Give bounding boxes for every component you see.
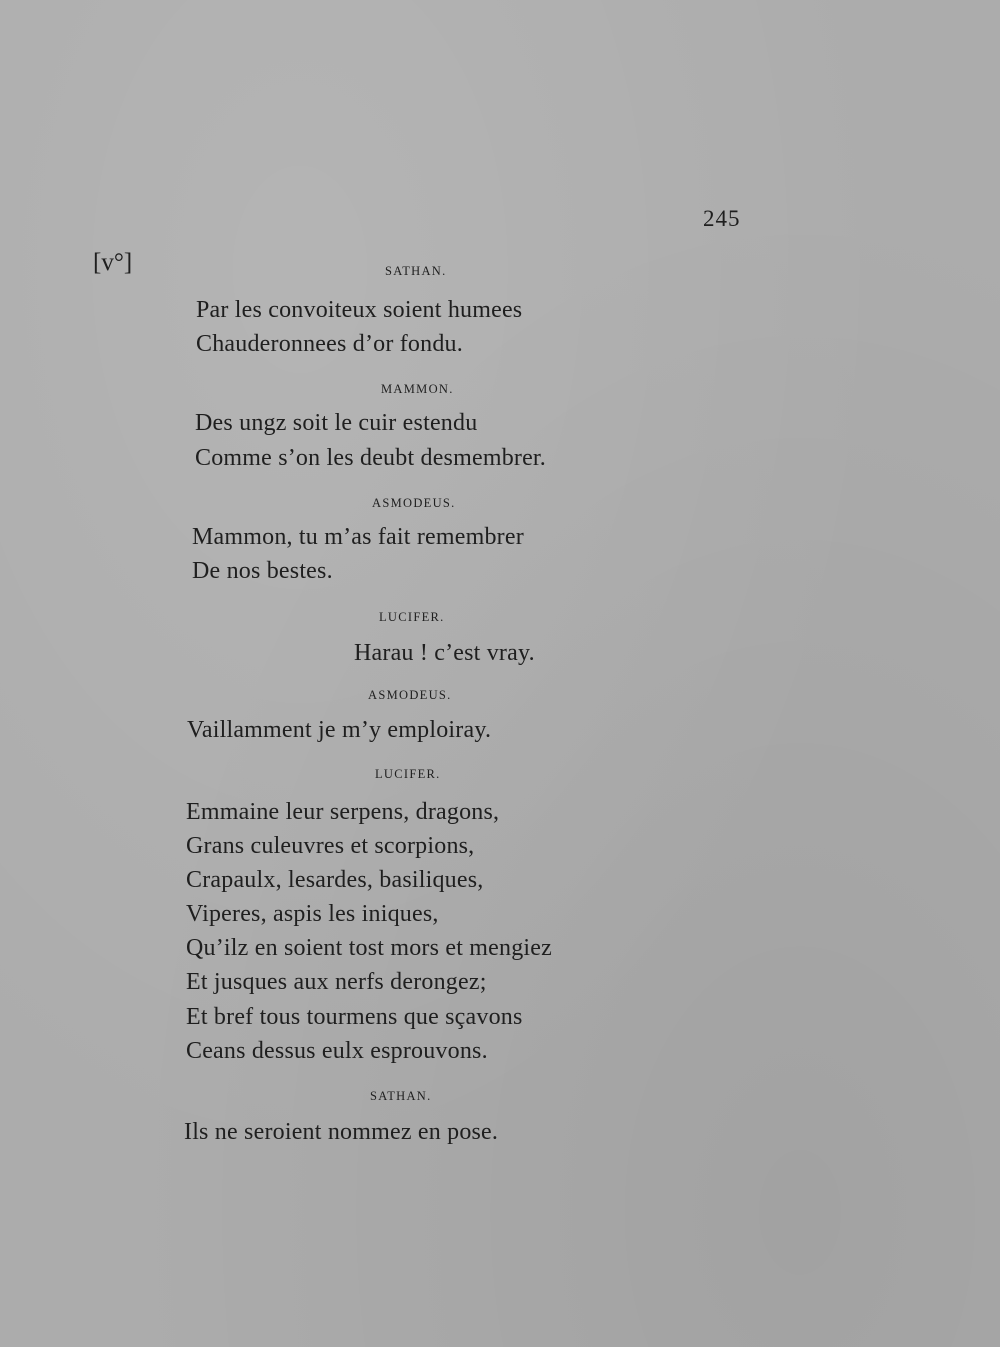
verse-line: Ils ne seroient nommez en pose. — [184, 1119, 499, 1145]
speaker-name: SATHAN. — [370, 1089, 432, 1103]
verse-line: Chauderonnees d’or fondu. — [196, 331, 463, 357]
verse-line: Harau ! c’est vray. — [354, 640, 535, 666]
verse-line: Grans culeuvres et scorpions, — [186, 833, 475, 859]
speaker-name: LUCIFER. — [379, 610, 445, 624]
verse-line: Par les convoiteux soient humees — [196, 297, 523, 323]
verse-line: Comme s’on les deubt desmembrer. — [195, 445, 547, 471]
speaker-name: MAMMON. — [381, 382, 454, 396]
speaker-name: SATHAN. — [385, 264, 447, 278]
verse-line: Viperes, aspis les iniques, — [186, 901, 439, 927]
folio-mark: [v°] — [93, 249, 133, 276]
page-number: 245 — [703, 206, 741, 231]
verse-line: Emmaine leur serpens, dragons, — [186, 799, 500, 825]
verse-line: Ceans dessus eulx esprouvons. — [186, 1038, 488, 1064]
speaker-name: ASMODEUS. — [372, 496, 456, 510]
speaker-name: ASMODEUS. — [368, 688, 452, 702]
verse-line: Et jusques aux nerfs derongez; — [186, 969, 487, 995]
verse-line: Et bref tous tourmens que sçavons — [186, 1004, 523, 1030]
verse-line: Des ungz soit le cuir estendu — [195, 410, 478, 436]
verse-line: Vaillamment je m’y emploiray. — [187, 717, 492, 743]
verse-line: Qu’ilz en soient tost mors et mengiez — [186, 935, 552, 961]
verse-line: Crapaulx, lesardes, basiliques, — [186, 867, 484, 893]
verse-line: De nos bestes. — [192, 558, 333, 584]
speaker-name: LUCIFER. — [375, 767, 441, 781]
verse-line: Mammon, tu m’as fait remembrer — [192, 524, 524, 550]
